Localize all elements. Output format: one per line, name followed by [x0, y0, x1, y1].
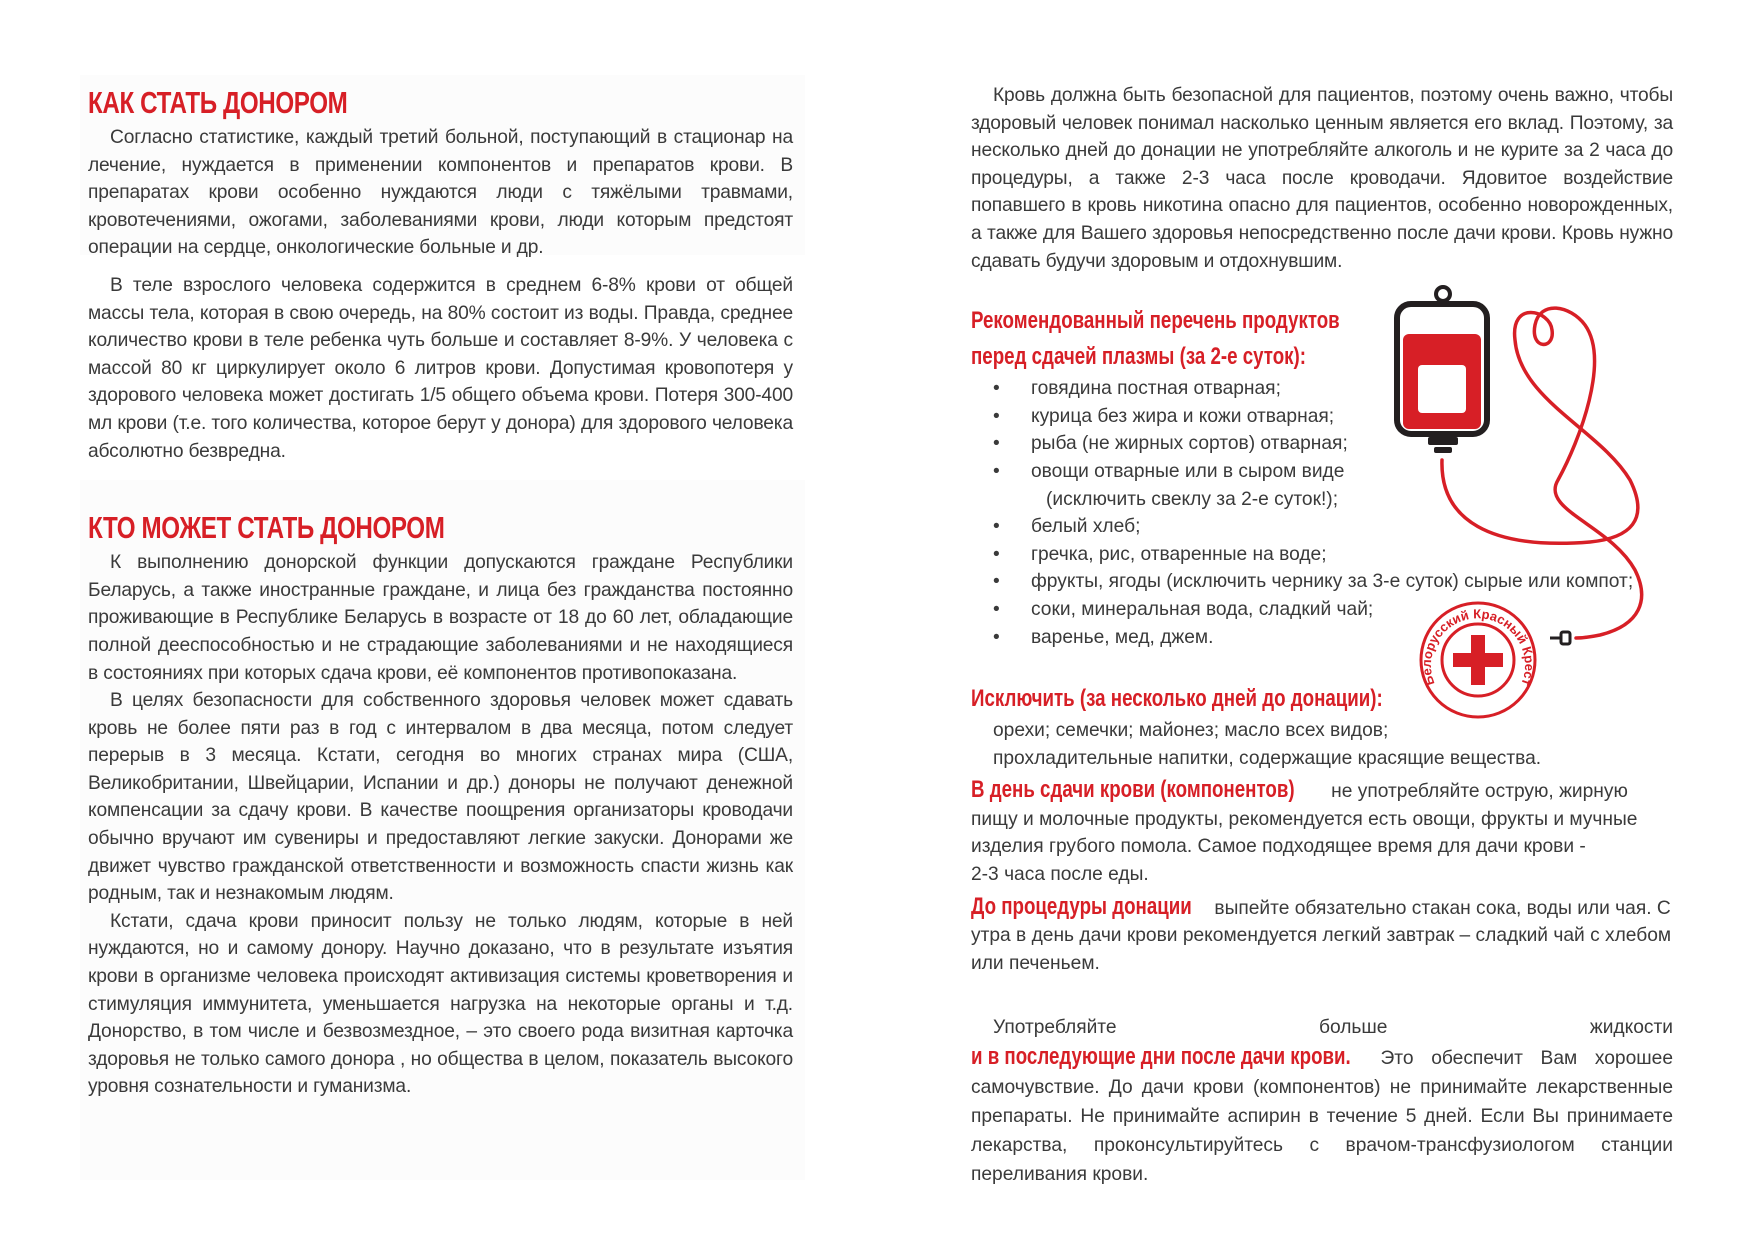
- donation-day-paragraph: В день сдачи крови (компонентов) не употребляйте острую, жирную пищу и молочные продукты, рекомендуется есть овощи, фрукты и мучные изделия грубого помола. Самое подходящее время для дачи крови - 2-3 часа после еды.: [971, 776, 1638, 886]
- list-item-continuation: (исключить свеклу за 2-е суток!);: [1046, 488, 1339, 510]
- list-item: • варенье, мед, джем.: [993, 626, 1214, 648]
- list-item: • рыба (не жирных сортов) отварная;: [993, 433, 1348, 455]
- after-donation-paragraph: Употребляйте больше жидкости и в последующие дни после дачи крови. Это обеспечит Вам хорошее самочувствие. До дачи крови (компонентов) не принимайте лекарственные препараты. Не принимайте аспирин в течение 5 дней. Если Вы принимаете лекарства, проконсультируйтесь с врачом-трансфузиологом станции переливания крови.: [971, 1017, 1673, 1186]
- list-item: • соки, минеральная вода, сладкий чай;: [993, 598, 1374, 620]
- donation-day-title: В день сдачи крови (компонентов): [971, 776, 1295, 804]
- products-title-line2: перед сдачей плазмы (за 2-е суток):: [971, 343, 1306, 371]
- exclude-title: Исключить (за несколько дней до донации):: [971, 685, 1383, 713]
- list-item: • белый хлеб;: [993, 516, 1141, 538]
- paragraph-safety-intro: Кровь должна быть безопасной для пациентов, поэтому очень важно, чтобы здоровый человек понимал насколько ценным является его вклад. Поэтому, за несколько дней до донации не употребляйте алкоголь и не курите за 2 часа до процедуры, а также 2-3 часа после кроводачи. Ядовитое воздействие попавшего в кровь никотина опасно для пациентов, особенно новорожденных, а также для Вашего здоровья непосредственно после дачи крови. Кровь нужно сдавать будучи здоровым и отдохнувшим.: [971, 85, 1673, 272]
- list-item: • овощи отварные или в сыром виде: [993, 460, 1345, 482]
- before-procedure-title: До процедуры донации: [971, 892, 1192, 920]
- list-item: • говядина постная отварная;: [993, 378, 1281, 400]
- paragraph-benefits: Кстати, сдача крови приносит пользу не только людям, которые в ней нуждаются, но и самому донору. Научно доказано, что в результате изъятия крови в организме человека происходят активизация системы кроветворения и стимуляция иммунитета, уменьшается нагрузка на некоторые органы и т.д. Донорство, в том числе и безвозмездное, – это своего рода визитная карточка здоровья не только самого донора , но общества в целом, показатель высокого уровня сознательности и гуманизма.: [88, 910, 793, 1098]
- list-item: • гречка, рис, отваренные на воде;: [993, 543, 1327, 565]
- red-cross-logo: [1419, 603, 1537, 717]
- after-highlight: и в последующие дни после дачи крови.: [971, 1043, 1351, 1071]
- blood-bag-icon: [1397, 287, 1487, 453]
- section-title-who-can-donate: КТО МОЖЕТ СТАТЬ ДОНОРОМ: [88, 510, 445, 546]
- blood-bag-illustration: [1380, 280, 1720, 750]
- after-lead: Употребляйте больше жидкости: [993, 1017, 1673, 1039]
- left-column: [88, 82, 793, 1101]
- tube-connector-icon: [1561, 632, 1570, 644]
- list-item: • фрукты, ягоды (исключить чернику за 3-е суток) сырые или компот;: [993, 571, 1634, 593]
- paragraph-eligibility: К выполнению донорской функции допускаются граждане Республики Беларусь, а также иностранные граждане, и лица без гражданства постоянно проживающие в Республике Беларусь в возрасте от 18 до 60 лет, обладающие полной дееспособностью и не страдающие заболеваниями и не находящиеся в состояниях при которых сдача крови, её компонентов противопоказана.: [88, 552, 793, 684]
- exclude-line: прохладительные напитки, содержащие красящие вещества.: [993, 747, 1542, 769]
- section-title-how-to-become-donor: КАК СТАТЬ ДОНОРОМ: [88, 85, 348, 120]
- before-procedure-paragraph: До процедуры донации выпейте обязательно стакан сока, воды или чая. С утра в день дачи крови рекомендуется легкий завтрак – сладкий чай с хлебом или печеньем.: [971, 892, 1672, 974]
- paragraph-frequency: В целях безопасности для собственного здоровья человек может сдавать кровь не более пяти раз в год с интервалом в два месяца, потом следует перерыв в 3 месяца. Кстати, сегодня во многих странах мира (США, Великобритании, Швейцарии, Испании и др.) доноры не получают денежной компенсации за сдачу крови. В качестве поощрения организаторы кроводачи обычно вручают им сувениры и предоставляют легкие закуски. Донорами же движет чувство гражданской ответственности и возможность спасти жизнь как родным, так и незнакомым людям.: [88, 690, 793, 905]
- paragraph-blood-volume: В теле взрослого человека содержится в среднем 6-8% крови от общей массы тела, которая в свою очередь, на 80% состоит из воды. Правда, среднее количество крови в теле ребенка чуть больше и составляет 8-9%. У человека с массой 80 кг циркулирует около 6 литров крови. Допустимая кровопотеря у здорового человека может достигать 1/5 общего объема крови. Потеря 300-400 мл крови (т.е. того количества, которое берут у донора) для здорового человека абсолютно безвредна.: [88, 274, 793, 462]
- paragraph-statistics: Согласно статистике, каждый третий больной, поступающий в стационар на лечение, нуждается в применении компонентов и препаратов крови. В препаратах крови особенно нуждаются люди с тяжёлыми травмами, кровотечениями, ожогами, заболеваниями крови, люди которым предстоят операции на сердце, онкологические больные и др.: [88, 127, 793, 259]
- products-title-line1: Рекомендованный перечень продуктов: [971, 307, 1340, 335]
- exclude-line: орехи; семечки; майонез; масло всех видов;: [993, 720, 1389, 742]
- logo-text: Белорусский Красный Крест: [1418, 606, 1538, 688]
- list-item: • курица без жира и кожи отварная;: [993, 405, 1335, 427]
